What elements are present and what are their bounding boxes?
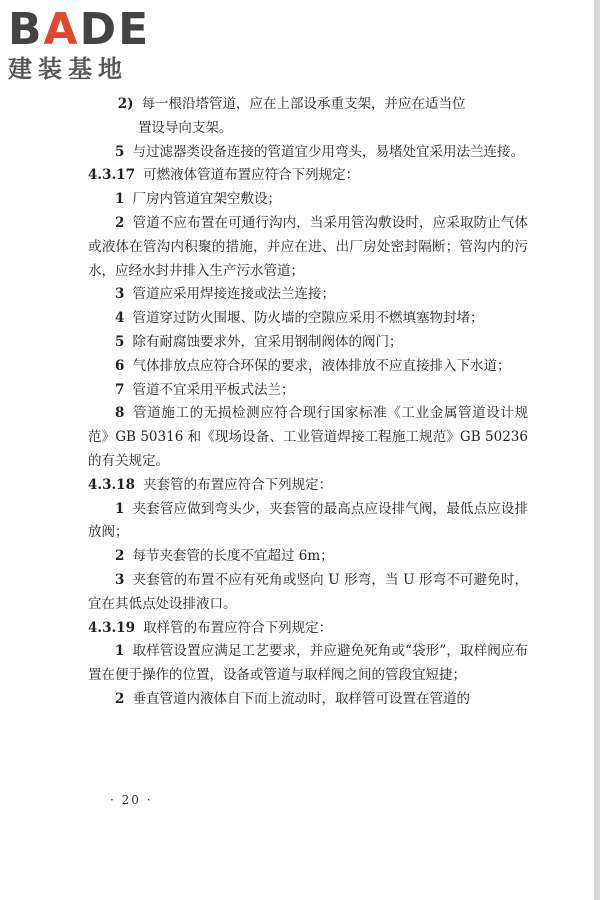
list-item: 1 夹套管应做到弯头少，夹套管的最高点应设排气阀，最低点应设排放阀； [88, 500, 528, 541]
bade-logo [8, 6, 178, 96]
clause-4-3-18: 4.3.18 夹套管的布置应符合下列规定： [88, 476, 333, 493]
sub-item-2: 2) 每一根沿塔管道，应在上部设承重支架，并应在适当位 置设导向支架。 [117, 96, 466, 136]
list-item: 2 垂直管道内液体自下而上流动时，取样管可设置在管道的 [115, 690, 470, 707]
list-item: 5 与过滤器类设备连接的管道宜少用弯头，易堵处宜采用法兰连接。 [115, 143, 524, 160]
list-item: 7 管道不宜采用平板式法兰； [115, 381, 295, 398]
page-number: · 20 · [110, 793, 153, 807]
list-item: 2 每节夹套管的长度不宜超过 6m； [115, 548, 334, 565]
page-edge-shadow [594, 0, 600, 900]
list-item: 2 管道不应布置在可通行沟内，当采用管沟敷设时，应采取防止气体或液体在管沟内积聚的措施，并应在进、出厂房处密封隔断；管沟内的污水，应经水封井排入生产污水管道； [88, 214, 528, 279]
list-item: 8 管道施工的无损检测应符合现行国家标准《工业金属管道设计规范》GB 50316 和《现场设备、工业管道焊接工程施工规范》GB 50236 的有关规定。 [88, 405, 528, 469]
list-item: 1 取样管设置应满足工艺要求，并应避免死角或“袋形”，取样阀应布置在便于操作的位置，设备或管道与取样阀之间的管段宜短捷； [88, 643, 528, 684]
list-item: 4 管道穿过防火围堰、防火墙的空隙应采用不燃填塞物封堵； [115, 310, 484, 327]
clause-4-3-19: 4.3.19 取样管的布置应符合下列规定： [88, 619, 333, 636]
list-item: 3 管道应采用焊接连接或法兰连接； [115, 286, 335, 303]
logo-wordmark: BADE [8, 4, 151, 55]
logo-subtitle: 建装基地 [8, 55, 128, 83]
list-item: 5 除有耐腐蚀要求外，宜采用钢制阀体的阀门； [115, 333, 403, 350]
list-item: 1 厂房内管道宜架空敷设； [115, 191, 281, 208]
list-item: 6 气体排放点应符合环保的要求，液体排放不应直接排入下水道； [115, 357, 511, 374]
clause-4-3-17: 4.3.17 可燃液体管道布置应符合下列规定： [88, 167, 360, 184]
document-body [88, 93, 528, 712]
list-item: 3 夹套管的布置不应有死角或竖向 U 形弯，当 U 形弯不可避免时，宜在其低点处设排液口。 [88, 571, 528, 612]
